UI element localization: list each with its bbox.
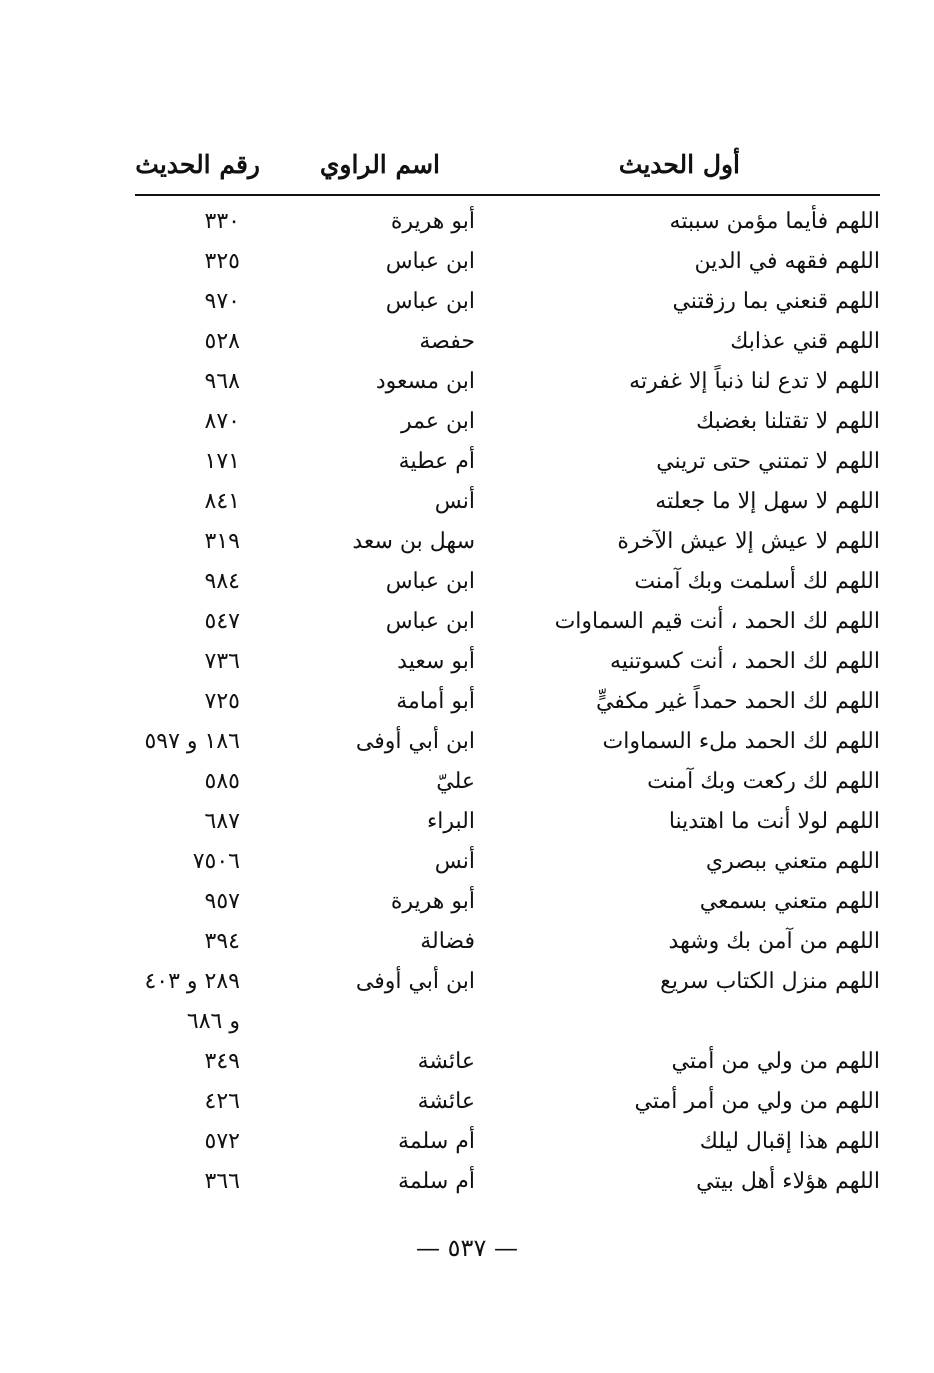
hadith-number: ٩٦٨ (204, 369, 240, 394)
hadith-text: اللهم قنعني بما رزقتني (672, 289, 880, 314)
narrator-name: أنس (434, 849, 475, 874)
table-row (120, 842, 880, 882)
table-row (120, 802, 880, 842)
narrator-name: حفصة (419, 329, 475, 354)
narrator-name: ابن عباس (385, 289, 475, 314)
hadith-text: اللهم لك الحمد حمداً غير مكفيٍّ (595, 689, 880, 714)
table-body (120, 202, 880, 1202)
hadith-number: ٥٤٧ (204, 609, 240, 634)
hadith-text: اللهم من ولي من أمتي (671, 1049, 880, 1074)
table-row (120, 882, 880, 922)
narrator-name: ابن أبي أوفى (355, 969, 475, 994)
table-row (120, 1042, 880, 1082)
narrator-name: ابن عمر (401, 409, 475, 434)
hadith-text: اللهم متعني ببصري (705, 849, 880, 874)
narrator-name: أبو هريرة (390, 209, 475, 234)
table-row (120, 682, 880, 722)
narrator-name: ابن عباس (385, 569, 475, 594)
table-row (120, 642, 880, 682)
hadith-text: اللهم فقهه في الدين (694, 249, 880, 274)
table-row (120, 322, 880, 362)
table-row (120, 362, 880, 402)
table-row (120, 562, 880, 602)
hadith-number: ٩٨٤ (204, 569, 240, 594)
narrator-name: أبو سعيد (397, 649, 475, 674)
narrator-name: فضالة (420, 929, 475, 954)
narrator-name: ابن أبي أوفى (355, 729, 475, 754)
table-row (120, 242, 880, 282)
hadith-number: ٩٥٧ (204, 889, 240, 914)
hadith-number: ٢٨٩ و ٤٠٣ (144, 969, 240, 994)
hadith-text: اللهم منزل الكتاب سريع (660, 969, 880, 994)
narrator-name: عائشة (417, 1049, 475, 1074)
table-row (120, 482, 880, 522)
page-number: — ٥٣٧ — (416, 1234, 518, 1262)
hadith-text: اللهم لا عيش إلا عيش الآخرة (617, 529, 880, 554)
table-row (120, 722, 880, 762)
table-row (120, 602, 880, 642)
table-row (120, 522, 880, 562)
hadith-number: ٤٢٦ (204, 1089, 240, 1114)
hadith-text: اللهم لولا أنت ما اهتدينا (668, 809, 880, 834)
narrator-name: البراء (426, 809, 475, 834)
table-row (120, 1122, 880, 1162)
hadith-text: اللهم لك ركعت وبك آمنت (647, 769, 880, 794)
hadith-text: اللهم من ولي من أمر أمتي (634, 1089, 880, 1114)
narrator-name: عائشة (417, 1089, 475, 1114)
hadith-number: ١٨٦ و ٥٩٧ (144, 729, 240, 754)
hadith-number: ٥٨٥ (204, 769, 240, 794)
hadith-number: ٣٦٦ (204, 1169, 240, 1194)
table-row (120, 202, 880, 242)
hadith-number: ٥٢٨ (204, 329, 240, 354)
narrator-name: عليّ (436, 769, 475, 794)
narrator-name: ابن مسعود (375, 369, 475, 394)
table-row (120, 962, 880, 1002)
hadith-number: ٧٢٥ (204, 689, 240, 714)
hadith-text: اللهم لا تدع لنا ذنباً إلا غفرته (629, 369, 880, 394)
hadith-text: اللهم متعني بسمعي (699, 889, 880, 914)
header-number: رقم الحديث (135, 150, 260, 179)
header-rule (135, 194, 880, 196)
hadith-text: اللهم هذا إقبال ليلك (699, 1129, 880, 1154)
table-row (120, 922, 880, 962)
hadith-text: اللهم قني عذابك (730, 329, 880, 354)
hadith-number: ٣٩٤ (204, 929, 240, 954)
hadith-text: اللهم هؤلاء أهل بيتي (696, 1169, 880, 1194)
hadith-text: اللهم لك أسلمت وبك آمنت (634, 569, 880, 594)
narrator-name: أنس (434, 489, 475, 514)
narrator-name: أم عطية (398, 449, 475, 474)
hadith-number: ٣١٩ (204, 529, 240, 554)
table-row (120, 1162, 880, 1202)
table-row (120, 762, 880, 802)
hadith-text: اللهم لك الحمد ملء السماوات (602, 729, 880, 754)
hadith-number: ٧٥٠٦ (192, 849, 240, 874)
hadith-number: ٥٧٢ (204, 1129, 240, 1154)
header-first-words: أول الحديث (618, 150, 740, 179)
hadith-text: اللهم لا سهل إلا ما جعلته (655, 489, 880, 514)
narrator-name: أم سلمة (398, 1129, 475, 1154)
table-row (120, 1082, 880, 1122)
hadith-text: اللهم فأيما مؤمن سببته (669, 209, 880, 234)
table-row (120, 1002, 880, 1042)
narrator-name: ابن عباس (385, 609, 475, 634)
header-narrator: اسم الراوي (319, 150, 440, 179)
hadith-text: اللهم من آمن بك وشهد (668, 929, 880, 954)
hadith-text: اللهم لك الحمد ، أنت قيم السماوات (554, 609, 880, 634)
hadith-number: و ٦٨٦ (186, 1009, 240, 1034)
hadith-number: ٨٤١ (204, 489, 240, 514)
hadith-text: اللهم لا تمتني حتى تريني (656, 449, 880, 474)
table-row (120, 282, 880, 322)
hadith-number: ١٧١ (204, 449, 240, 474)
table-row (120, 442, 880, 482)
hadith-number: ٨٧٠ (204, 409, 240, 434)
table-header (135, 150, 880, 192)
hadith-number: ٦٨٧ (204, 809, 240, 834)
narrator-name: أبو هريرة (390, 889, 475, 914)
hadith-number: ٧٣٦ (204, 649, 240, 674)
hadith-text: اللهم لك الحمد ، أنت كسوتنيه (610, 649, 880, 674)
hadith-text: اللهم لا تقتلنا بغضبك (696, 409, 880, 434)
hadith-number: ٩٧٠ (204, 289, 240, 314)
hadith-number: ٣٣٠ (204, 209, 240, 234)
narrator-name: أم سلمة (398, 1169, 475, 1194)
narrator-name: ابن عباس (385, 249, 475, 274)
table-row (120, 402, 880, 442)
narrator-name: أبو أمامة (396, 689, 475, 714)
hadith-number: ٣٤٩ (204, 1049, 240, 1074)
hadith-number: ٣٢٥ (204, 249, 240, 274)
narrator-name: سهل بن سعد (352, 529, 475, 554)
